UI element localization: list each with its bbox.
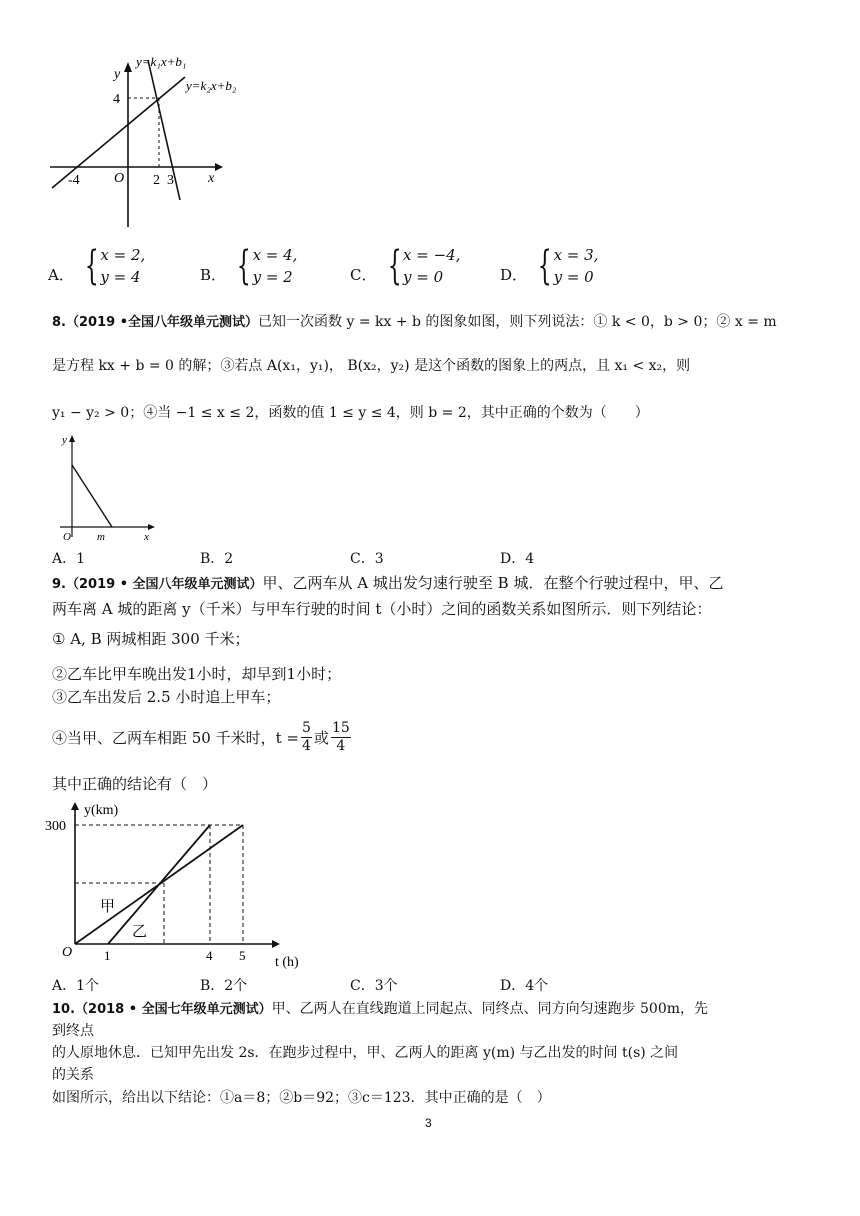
q10-line-4: 的关系 bbox=[52, 1067, 94, 1083]
tick-300: 300 bbox=[45, 819, 66, 834]
q8-option-b[interactable]: B．2 bbox=[200, 551, 234, 567]
q8-line-3: y₁ − y₂ > 0；④当 −1 ≤ x ≤ 2，函数的值 1 ≤ y ≤ 4，则 b = 2，其中正确的个数为（ ） bbox=[52, 405, 649, 421]
q9-graph-figure bbox=[44, 798, 309, 973]
fraction-5-4: $\frac{5}{4}$ bbox=[302, 720, 311, 754]
fraction-15-4: $\frac{15}{4}$ bbox=[331, 720, 350, 754]
q10-line-1: 10.（2018 • 全国七年级单元测试）甲、乙两人在直线跑道上同起点、同终点、同方向匀速跑步 500m，先 bbox=[52, 1001, 709, 1017]
q9-line-2: 两车离 A 城的距离 y（千米）与甲车行驶的时间 t（小时）之间的函数关系如图所示．则下列结论： bbox=[52, 600, 712, 618]
q9-conclusion-1: ① A, B 两城相距 300 千米； bbox=[52, 630, 250, 648]
q10-line-5: 如图所示，给出以下结论：①a＝8；②b＝92；③c＝123．其中正确的是（ ） bbox=[52, 1090, 551, 1106]
origin-label: O bbox=[63, 531, 71, 543]
q9-question: 其中正确的结论有（ ） bbox=[52, 775, 218, 793]
y-axis-arrow bbox=[71, 802, 79, 810]
q9-option-d[interactable]: D．4个 bbox=[500, 978, 549, 994]
q8-option-a[interactable]: A．1 bbox=[52, 551, 86, 567]
q8-line-2: 是方程 kx + b = 0 的解；③若点 A(x₁，y₁)， B(x₂，y₂) 是这个函数的图象上的两点，且 x₁ < x₂，则 bbox=[52, 358, 691, 374]
tick-4-y: 4 bbox=[113, 92, 120, 107]
q9-option-b[interactable]: B．2个 bbox=[200, 978, 248, 994]
top-graph-figure bbox=[40, 50, 260, 235]
origin-label: O bbox=[62, 945, 73, 960]
q10-line-3: 的人原地休息．已知甲先出发 2s．在跑步过程中，甲、乙两人的距离 y(m) 与乙出发的时间 t(s) 之间 bbox=[52, 1045, 679, 1061]
x-axis-arrow bbox=[215, 163, 223, 171]
q8-line-1: 8.（2019 •全国八年级单元测试）已知一次函数 y = kx + b 的图象如图，则下列说法：① k < 0，b > 0；② x = m bbox=[52, 314, 777, 330]
tick-1: 1 bbox=[104, 948, 111, 963]
tick-5: 5 bbox=[239, 948, 246, 963]
label-jia: 甲 bbox=[100, 899, 116, 915]
x-axis-arrow bbox=[148, 524, 155, 530]
q9-line-1: 9.（2019 • 全国八年级单元测试）甲、乙两车从 A 城出发匀速行驶至 B 城．在整个行驶过程中，甲、乙 bbox=[52, 574, 724, 592]
q9-conclusion-3: ③乙车出发后 2.5 小时追上甲车； bbox=[52, 688, 281, 706]
label-yi: 乙 bbox=[132, 924, 148, 940]
q7-option-c[interactable]: C． { x = −4, y = 0 bbox=[350, 243, 461, 289]
y-label: y bbox=[62, 434, 67, 446]
q9-conclusion-2: ②乙车比甲车晚出发1小时，却早到1小时； bbox=[52, 665, 342, 683]
q9-conclusion-4: ④当甲、乙两车相距 50 千米时，t = $\frac{5}{4}$ 或 $\frac{15}{4}$ bbox=[52, 720, 350, 754]
x-label: x bbox=[144, 531, 149, 543]
line-2-label: y=k₂x+b₂ bbox=[186, 78, 237, 93]
y-axis-label: y(km) bbox=[84, 803, 119, 818]
tick-3: 3 bbox=[167, 173, 174, 188]
q9-number: 9.（2019 • 全国八年级单元测试） bbox=[52, 577, 263, 592]
y-axis-arrow bbox=[124, 62, 132, 72]
q8-option-d[interactable]: D．4 bbox=[500, 551, 535, 567]
q9-option-c[interactable]: C．3个 bbox=[350, 978, 398, 994]
q10-number: 10.（2018 • 全国七年级单元测试） bbox=[52, 1002, 272, 1017]
y-axis-label: y bbox=[114, 67, 121, 82]
x-axis-label: t (h) bbox=[275, 955, 299, 970]
tick-neg4: -4 bbox=[68, 173, 80, 188]
origin-label: O bbox=[114, 171, 125, 186]
m-label: m bbox=[97, 531, 105, 543]
q9-option-a[interactable]: A．1个 bbox=[52, 978, 100, 994]
q8-option-c[interactable]: C．3 bbox=[350, 551, 384, 567]
q7-option-d[interactable]: D． { x = 3, y = 0 bbox=[500, 243, 599, 289]
q7-option-b[interactable]: B． { x = 4, y = 2 bbox=[200, 243, 298, 289]
tick-4: 4 bbox=[206, 948, 213, 963]
tick-2: 2 bbox=[153, 173, 160, 188]
q8-number: 8.（2019 •全国八年级单元测试） bbox=[52, 315, 259, 330]
y-axis-arrow bbox=[69, 435, 75, 442]
q7-option-a[interactable]: A． { x = 2, y = 4 bbox=[48, 243, 146, 289]
x-axis-label: x bbox=[208, 171, 215, 186]
q10-line-2: 到终点 bbox=[52, 1023, 94, 1039]
page-number: 3 bbox=[425, 1116, 432, 1130]
q8-graph-figure bbox=[52, 432, 162, 547]
x-axis-arrow bbox=[272, 940, 280, 948]
line-yi bbox=[108, 825, 210, 944]
line-1-label: y=k₁x+b₁ bbox=[136, 54, 187, 69]
function-line bbox=[72, 465, 112, 527]
